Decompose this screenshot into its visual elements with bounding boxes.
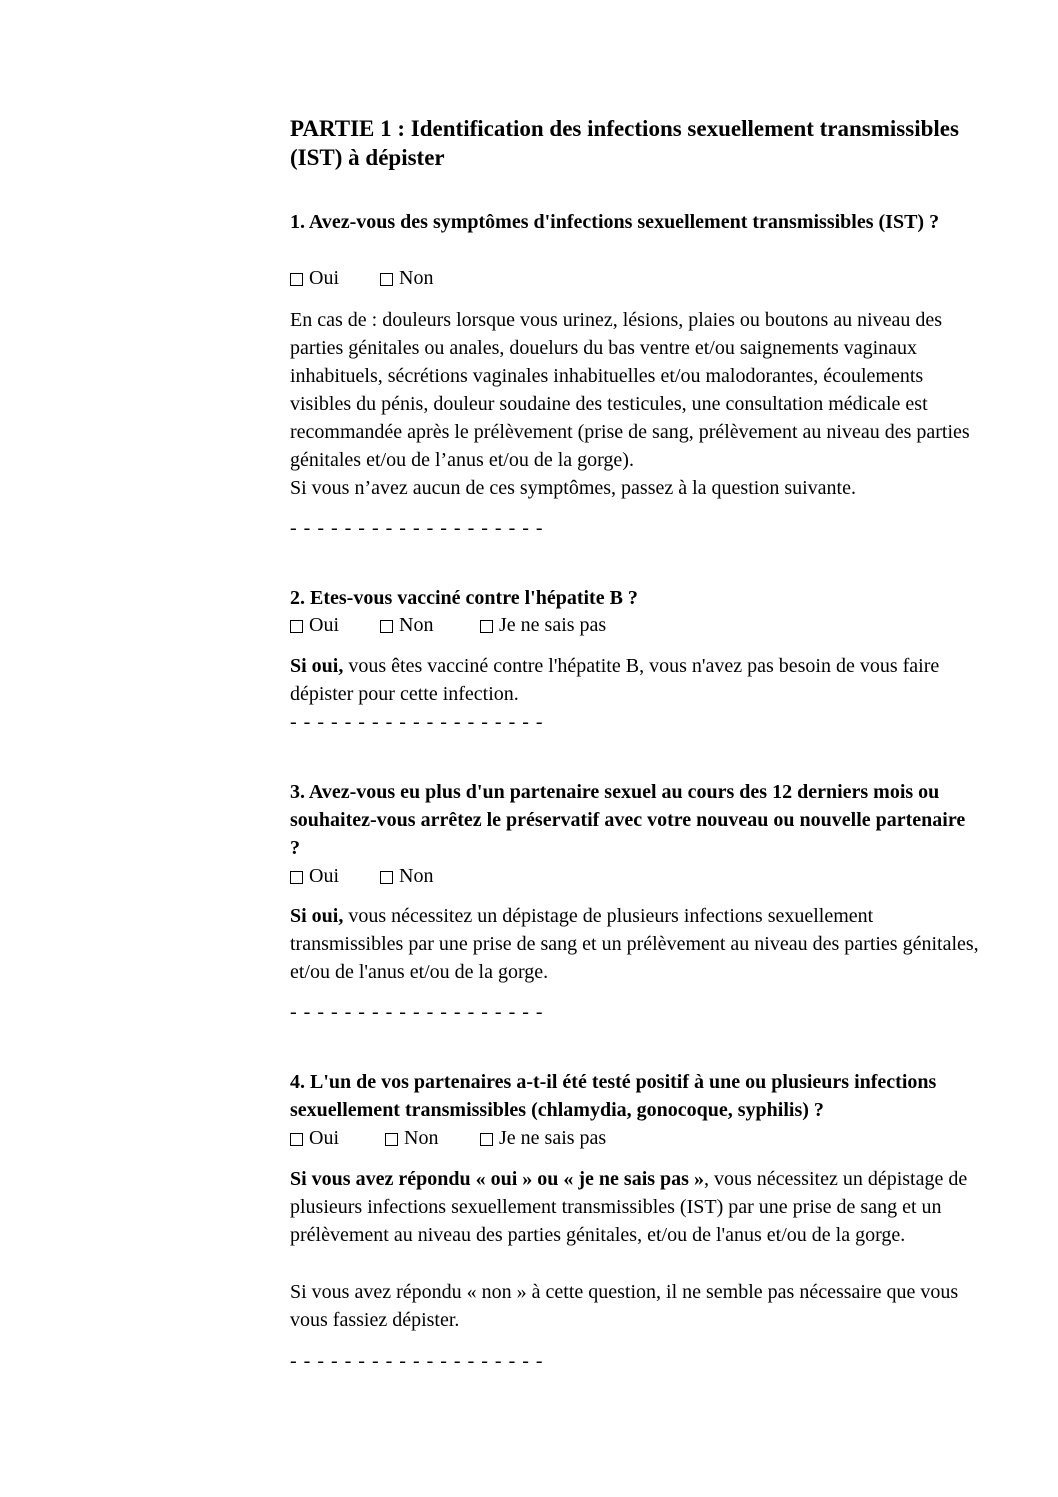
q1-option-oui[interactable] bbox=[290, 264, 380, 292]
option-label: Non bbox=[399, 614, 434, 636]
separator: - - - - - - - - - - - - - - - - - - - bbox=[290, 711, 544, 733]
q2-option-je-ne-sais-pas[interactable] bbox=[480, 611, 606, 639]
question-1-info-2: Si vous n’avez aucun de ces symptômes, passez à la question suivante. bbox=[290, 477, 856, 499]
checkbox-icon[interactable] bbox=[290, 620, 303, 633]
question-1-options bbox=[290, 264, 980, 292]
question-3-info bbox=[290, 902, 980, 986]
info-lead: Si vous avez répondu « oui » ou « je ne sais pas » bbox=[290, 1168, 704, 1190]
option-label: Non bbox=[399, 267, 434, 289]
q2-option-non[interactable] bbox=[380, 611, 480, 639]
info-text: vous êtes vacciné contre l'hépatite B, vous n'avez pas besoin de vous faire dépister pour cette infection. bbox=[290, 655, 940, 705]
option-label: Oui bbox=[309, 614, 339, 636]
q3-option-oui[interactable] bbox=[290, 862, 380, 890]
info-text: , vous nécessitez un dépistage de plusieurs infections sexuellement transmissibles (IST) par une prise de sang et un prélèvement au niveau des parties génitales, et/ou de l'anus et/ou de la gorge. bbox=[290, 1168, 968, 1246]
info-text: vous nécessitez un dépistage de plusieurs infections sexuellement transmissibles par une prise de sang et un prélèvement au niveau des parties génitales, et/ou de l'anus et/ou de la gorge. bbox=[290, 905, 979, 983]
q1-option-non[interactable] bbox=[380, 264, 433, 292]
checkbox-icon[interactable] bbox=[380, 620, 393, 633]
option-label: Je ne sais pas bbox=[499, 1127, 607, 1149]
separator: - - - - - - - - - - - - - - - - - - - bbox=[290, 517, 544, 539]
question-3: 3. Avez-vous eu plus d'un partenaire sexuel au cours des 12 derniers mois ou souhaitez-vous arrêtez le préservatif avec votre nouveau ou nouvelle partenaire ? bbox=[290, 781, 966, 859]
question-2: 2. Etes-vous vacciné contre l'hépatite B ? bbox=[290, 587, 638, 609]
separator: - - - - - - - - - - - - - - - - - - - bbox=[290, 1001, 544, 1023]
option-label: Oui bbox=[309, 267, 339, 289]
question-1-info: En cas de : douleurs lorsque vous urinez, lésions, plaies ou boutons au niveau des parties génitales ou anales, douelurs du bas ventre et/ou saignements vaginaux inhabituels, sécrétions vaginales inhabituelles et/ou malodorantes, écoulements visibles du pénis, douleur soudaine des testicules, une consultation médicale est recommandée après le prélèvement (prise de sang, prélèvement au niveau des parties génitales et/ou de l’anus et/ou de la gorge). bbox=[290, 309, 970, 471]
question-2-options bbox=[290, 611, 980, 639]
question-1: 1. Avez-vous des symptômes d'infections sexuellement transmissibles (IST) ? bbox=[290, 211, 940, 233]
option-label: Oui bbox=[309, 1127, 339, 1149]
question-3-options bbox=[290, 862, 980, 890]
checkbox-icon[interactable] bbox=[290, 273, 303, 286]
option-label: Non bbox=[404, 1127, 439, 1149]
option-label: Je ne sais pas bbox=[499, 614, 607, 636]
question-4-info bbox=[290, 1165, 980, 1249]
info-lead: Si oui, bbox=[290, 655, 344, 677]
q4-option-oui[interactable] bbox=[290, 1124, 385, 1152]
q4-option-je-ne-sais-pas[interactable] bbox=[480, 1124, 606, 1152]
question-4: 4. L'un de vos partenaires a-t-il été testé positif à une ou plusieurs infections sexuellement transmissibles (chlamydia, gonocoque, syphilis) ? bbox=[290, 1071, 937, 1121]
q3-option-non[interactable] bbox=[380, 862, 433, 890]
option-label: Non bbox=[399, 865, 434, 887]
checkbox-icon[interactable] bbox=[480, 620, 493, 633]
separator: - - - - - - - - - - - - - - - - - - - bbox=[290, 1350, 544, 1372]
page-title: PARTIE 1 : Identification des infections sexuellement transmissibles (IST) à dépister bbox=[290, 116, 959, 170]
checkbox-icon[interactable] bbox=[380, 273, 393, 286]
question-2-info bbox=[290, 652, 980, 708]
option-label: Oui bbox=[309, 865, 339, 887]
checkbox-icon[interactable] bbox=[380, 871, 393, 884]
question-4-options bbox=[290, 1124, 980, 1152]
q4-option-non[interactable] bbox=[385, 1124, 480, 1152]
checkbox-icon[interactable] bbox=[480, 1133, 493, 1146]
q2-option-oui[interactable] bbox=[290, 611, 380, 639]
question-4-info-2: Si vous avez répondu « non » à cette question, il ne semble pas nécessaire que vous vous fassiez dépister. bbox=[290, 1281, 959, 1331]
checkbox-icon[interactable] bbox=[290, 871, 303, 884]
checkbox-icon[interactable] bbox=[385, 1133, 398, 1146]
info-lead: Si oui, bbox=[290, 905, 344, 927]
checkbox-icon[interactable] bbox=[290, 1133, 303, 1146]
